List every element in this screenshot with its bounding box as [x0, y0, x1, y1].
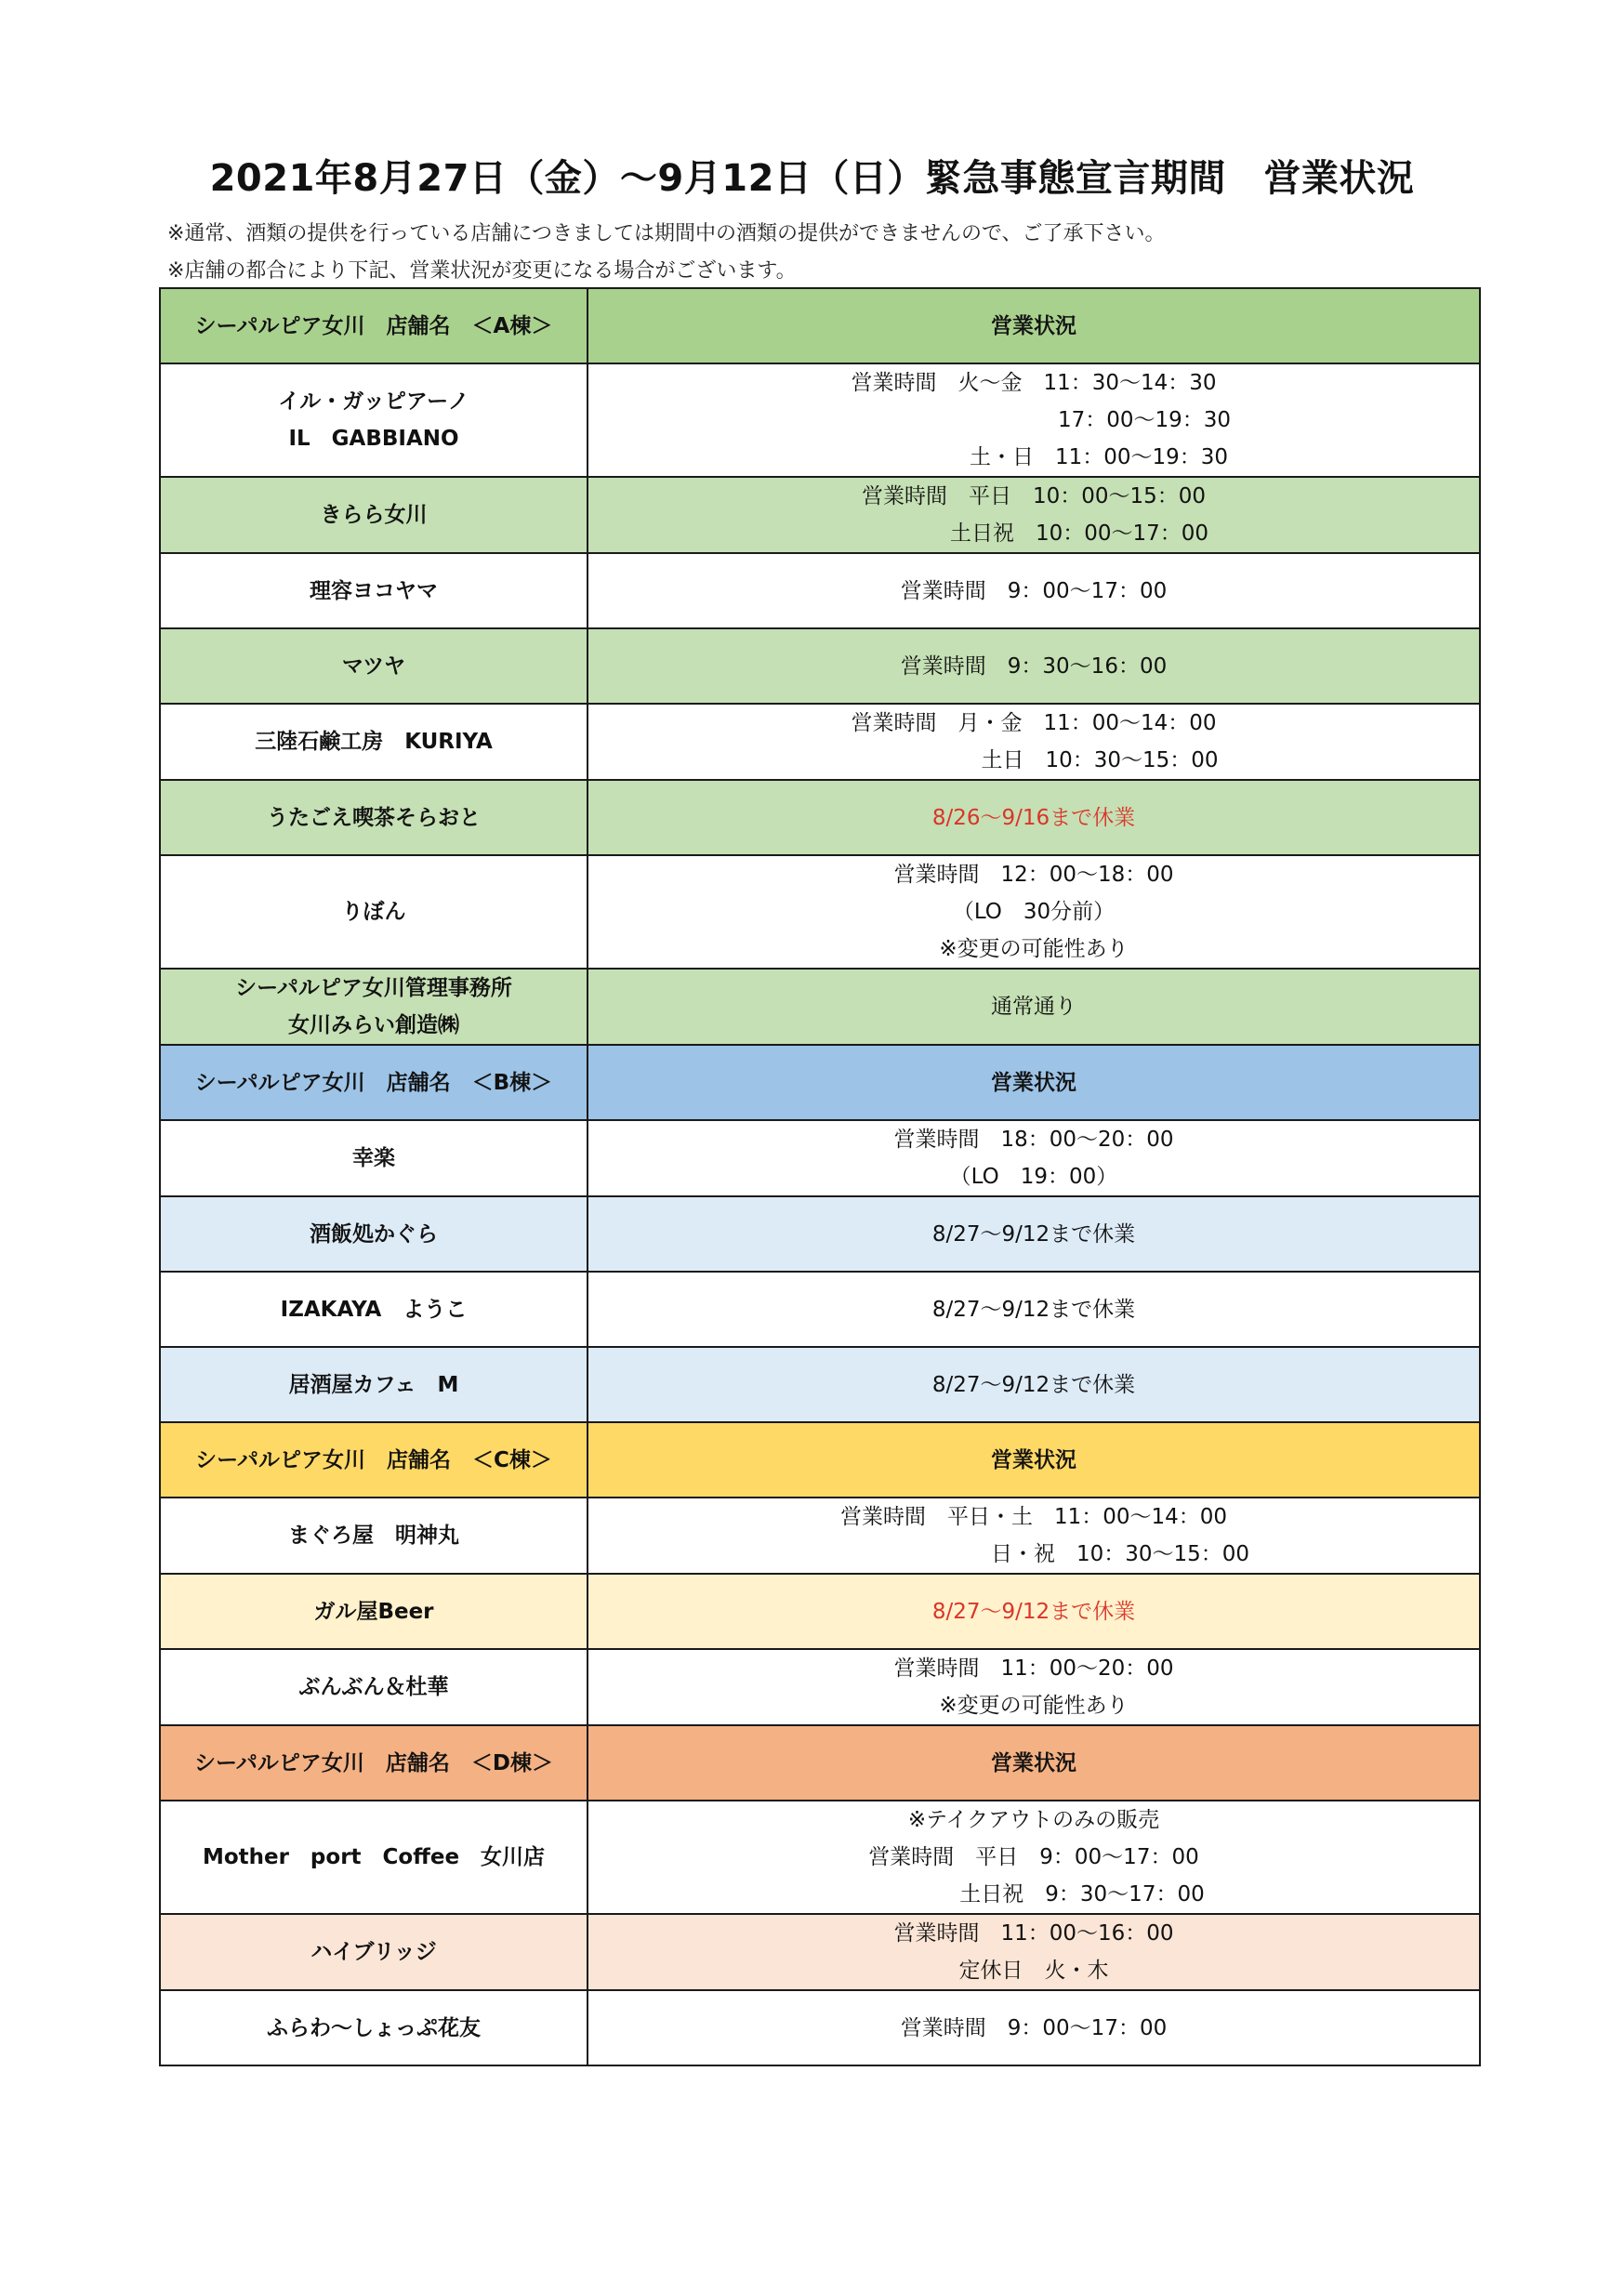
note-alcohol: ※通常、酒類の提供を行っている店舗につきましては期間中の酒類の提供ができませんので、ご了承下さい。 — [167, 222, 1166, 245]
store-name: シーパルピア女川管理事務所 女川みらい創造㈱ — [160, 969, 588, 1045]
table-row — [160, 1990, 1480, 2065]
store-column-header: シーパルピア女川 店舗名 ＜C棟＞ — [160, 1422, 588, 1498]
table-row — [160, 363, 1480, 477]
status-column-header: 営業状況 — [588, 1725, 1480, 1801]
status-column-header: 営業状況 — [588, 1045, 1480, 1120]
status-column-header: 営業状況 — [588, 288, 1480, 363]
table-row — [160, 1120, 1480, 1196]
store-name: 酒飯処かぐら — [160, 1196, 588, 1272]
store-status: 8/27～9/12まで休業 — [588, 1196, 1480, 1272]
note-change: ※店舗の都合により下記、営業状況が変更になる場合がございます。 — [167, 259, 797, 283]
store-name: 幸楽 — [160, 1120, 588, 1196]
store-column-header: シーパルピア女川 店舗名 ＜D棟＞ — [160, 1725, 588, 1801]
store-status: 営業時間 月・金 11：00～14：00 土日 10：30～15：00 — [588, 704, 1480, 780]
store-status: 営業時間 12：00～18：00 （LO 30分前） ※変更の可能性あり — [588, 855, 1480, 969]
store-status: 営業時間 火～金 11：30～14：30 17：00～19：30 土・日 11：00～19：30 — [588, 363, 1480, 477]
table-row — [160, 1196, 1480, 1272]
store-name: うたごえ喫茶そらおと — [160, 780, 588, 855]
table-row — [160, 1649, 1480, 1725]
table-row — [160, 969, 1480, 1045]
table-row — [160, 477, 1480, 553]
section-header-d — [160, 1725, 1480, 1801]
table-row — [160, 1801, 1480, 1914]
store-name: ハイブリッジ — [160, 1914, 588, 1990]
store-name: 三陸石鹸工房 KURIYA — [160, 704, 588, 780]
table-row — [160, 1574, 1480, 1649]
store-name: IZAKAYA ようこ — [160, 1272, 588, 1347]
store-name: 理容ヨコヤマ — [160, 553, 588, 628]
store-status: 通常通り — [588, 969, 1480, 1045]
store-name: ぶんぶん＆杜華 — [160, 1649, 588, 1725]
store-status: 営業時間 9：30～16：00 — [588, 628, 1480, 704]
store-status: 営業時間 9：00～17：00 — [588, 553, 1480, 628]
store-status: 営業時間 11：00～20：00 ※変更の可能性あり — [588, 1649, 1480, 1725]
store-name: ガル屋Beer — [160, 1574, 588, 1649]
store-column-header: シーパルピア女川 店舗名 ＜B棟＞ — [160, 1045, 588, 1120]
store-status: ※テイクアウトのみの販売 営業時間 平日 9：00～17：00 土日祝 9：30～17：00 — [588, 1801, 1480, 1914]
table-row — [160, 780, 1480, 855]
store-name: きらら女川 — [160, 477, 588, 553]
store-status: 営業時間 18：00～20：00 （LO 19：00） — [588, 1120, 1480, 1196]
store-name: ふらわ～しょっぷ花友 — [160, 1990, 588, 2065]
section-header-c — [160, 1422, 1480, 1498]
store-status: 8/27～9/12まで休業 — [588, 1347, 1480, 1422]
table-row — [160, 1498, 1480, 1574]
store-name: まぐろ屋 明神丸 — [160, 1498, 588, 1574]
store-status: 8/26～9/16まで休業 — [588, 780, 1480, 855]
status-column-header: 営業状況 — [588, 1422, 1480, 1498]
section-header-b — [160, 1045, 1480, 1120]
store-status: 営業時間 平日 10：00～15：00 土日祝 10：00～17：00 — [588, 477, 1480, 553]
store-column-header: シーパルピア女川 店舗名 ＜A棟＞ — [160, 288, 588, 363]
store-status: 8/27～9/12まで休業 — [588, 1574, 1480, 1649]
store-name: 居酒屋カフェ M — [160, 1347, 588, 1422]
table-row — [160, 628, 1480, 704]
page-title: 2021年8月27日（金）～9月12日（日）緊急事態宣言期間 営業状況 — [209, 157, 1415, 200]
store-name: マツヤ — [160, 628, 588, 704]
table-row — [160, 1347, 1480, 1422]
table-row — [160, 855, 1480, 969]
table-row — [160, 704, 1480, 780]
store-status: 営業時間 平日・土 11：00～14：00 日・祝 10：30～15：00 — [588, 1498, 1480, 1574]
store-name: りぼん — [160, 855, 588, 969]
schedule-table — [159, 287, 1481, 2066]
table-row — [160, 1272, 1480, 1347]
store-status: 営業時間 9：00～17：00 — [588, 1990, 1480, 2065]
table-row — [160, 553, 1480, 628]
store-name: イル・ガッピアーノ IL GABBIANO — [160, 363, 588, 477]
section-header-a — [160, 288, 1480, 363]
table-row — [160, 1914, 1480, 1990]
store-status: 8/27～9/12まで休業 — [588, 1272, 1480, 1347]
store-status: 営業時間 11：00～16：00 定休日 火・木 — [588, 1914, 1480, 1990]
store-name: Mother port Coffee 女川店 — [160, 1801, 588, 1914]
